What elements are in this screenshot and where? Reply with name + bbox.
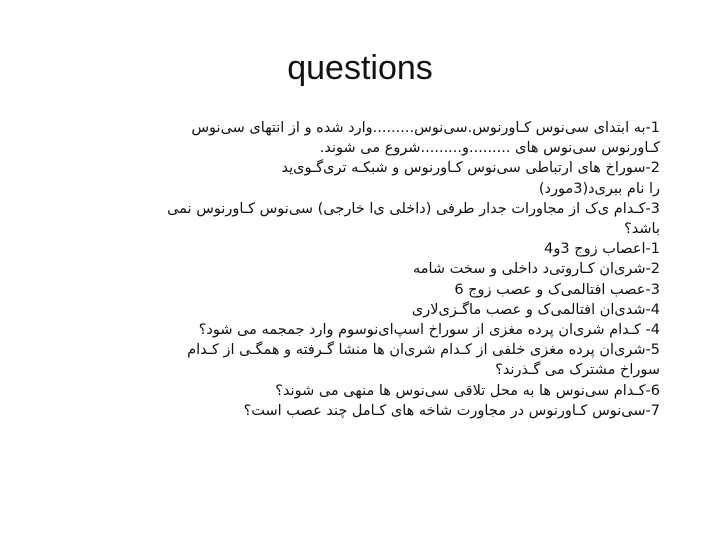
question-4-line: 4- کـدام شری‌ان پرده مغزی از سوراخ اسپ‌ای‌نوسوم وارد جمجمه می شود؟ — [198, 322, 660, 339]
question-5-line-1: 5-شری‌ان پرده مغزی خلفی از کـدام شری‌ان ها منشا گـرفته و همگـی از کـدام — [187, 342, 660, 359]
question-3-option-3: 3-عصب افتالمی‌ک و عصب زوج 6 — [454, 281, 660, 298]
question-2-line-1: 2-سوراخ های ارتباطی سی‌نوس کـاورنوس و شبکـه تری‌گـوی‌ید — [281, 160, 660, 177]
question-6-line: 6-کـدام سی‌نوس ها به محل تلاقی سی‌نوس ها منهی می شوند؟ — [275, 382, 660, 399]
question-3-line-2: باشد؟ — [624, 221, 660, 238]
question-7-line: 7-سی‌نوس کـاورنوس در مجاورت شاخه های کـامل چند عصب است؟ — [243, 402, 660, 419]
question-3-option-4: 4-شدی‌ان افتالمی‌ک و عصب ماگـزی‌لاری — [411, 301, 660, 318]
question-5-line-2: سوراخ مشترک می گـذرند؟ — [495, 362, 660, 379]
question-1-line-1: 1-به ابتدای سی‌نوس کـاورنوس.سی‌نوس.........وارد شده و از انتهای سی‌نوس — [191, 120, 660, 136]
question-3-line-1: 3-کـدام ی‌ک از مجاورات جدار طرفی (داخلی ی‌ا خارجی) سی‌نوس کـاورنوس نمی — [167, 200, 660, 217]
question-3-option-2: 2-شری‌ان کـاروتی‌د داخلی و سخت شامه — [412, 261, 660, 278]
question-3-option-1: 1-اعصاب زوج 3و4 — [544, 241, 660, 258]
question-1-line-2: کـاورنوس سی‌نوس های .........و.........شروع می شوند. — [319, 140, 660, 157]
slide-body — [60, 118, 660, 421]
slide-title: questions — [287, 49, 433, 87]
question-2-line-2: را نام ببری‌د(3مورد) — [538, 180, 660, 197]
